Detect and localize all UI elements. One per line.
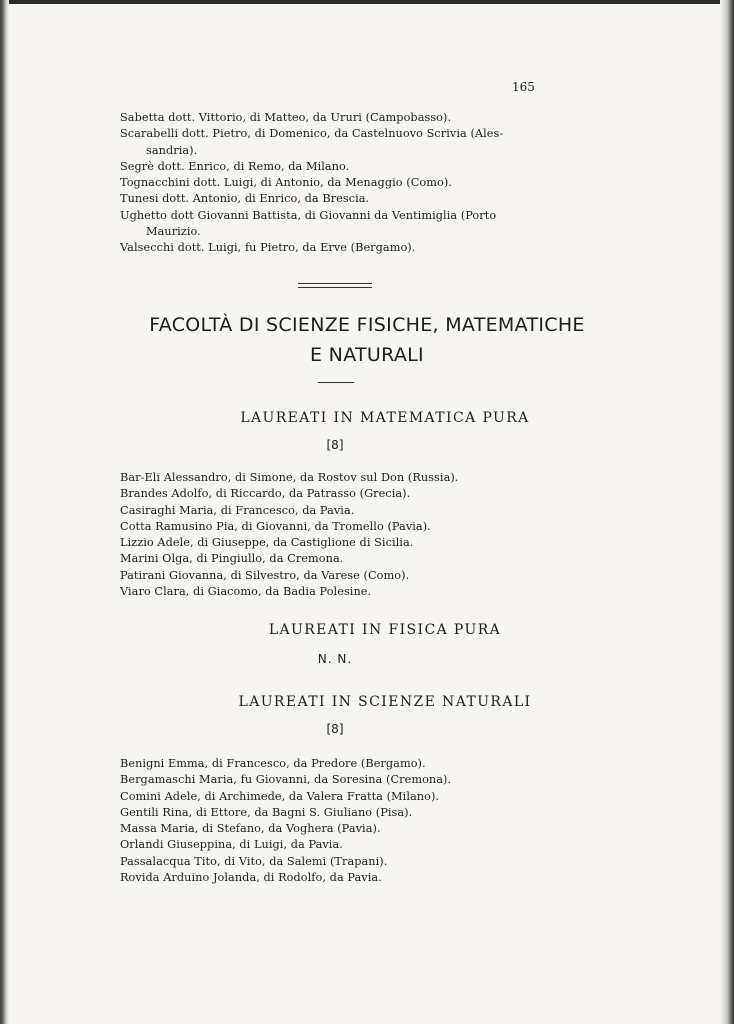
list-item: Viaro Clara, di Giacomo, da Badia Polesine. [120, 585, 372, 599]
scan-left-edge [0, 0, 9, 1024]
heading-naturali: LAUREATI IN SCIENZE NATURALI [238, 694, 532, 710]
entry-continuation: Maurizio. [146, 225, 201, 239]
count-fisica: N. N. [317, 652, 353, 666]
matematica-list [120, 470, 560, 600]
list-item: Valsecchi dott. Luigi, fu Pietro, da Erve (Bergamo). [120, 241, 416, 255]
list-item: Tunesi dott. Antonio, di Enrico, da Brescia. [120, 192, 370, 206]
faculty-title-line2: E NATURALI [310, 344, 424, 366]
page-number: 165 [512, 80, 535, 94]
faculty-title-line1: FACOLTÀ DI SCIENZE FISICHE, MATEMATICHE [149, 314, 585, 336]
list-item: Segrè dott. Enrico, di Remo, da Milano. [120, 159, 350, 173]
list-item: Benigni Emma, di Francesco, da Predore (Bergamo). [120, 757, 426, 770]
list-item: Rovida Arduino Jolanda, di Rodolfo, da Pavia. [120, 871, 382, 885]
section-divider [298, 283, 372, 288]
count-naturali: [8] [326, 722, 344, 736]
title-underline [318, 382, 354, 383]
heading-matematica: LAUREATI IN MATEMATICA PURA [240, 410, 530, 426]
list-item: Casiraghi Maria, di Francesco, da Pavia. [120, 503, 355, 517]
list-item: Cotta Ramusino Pia, di Giovanni, da Tromello (Pavia). [120, 519, 431, 533]
heading-fisica: LAUREATI IN FISICA PURA [268, 622, 502, 638]
list-item: Ughetto dott Giovanni Battista, di Giovanni da Ventimiglia (Porto Maurizio. [120, 208, 560, 241]
list-item: Tognacchini dott. Luigi, di Antonio, da Menaggio (Como). [120, 176, 452, 190]
scan-top-edge [0, 0, 734, 4]
list-item: Bar-Eli Alessandro, di Simone, da Rostov sul Don (Russia). [120, 471, 459, 484]
list-item: Marini Olga, di Pingiullo, da Cremona. [120, 552, 344, 566]
list-item: Brandes Adolfo, di Riccardo, da Patrasso (Grecia). [120, 487, 411, 501]
list-item: Lizzio Adele, di Giuseppe, da Castiglione di Sicilia. [120, 536, 414, 550]
list-item: Massa Maria, di Stefano, da Voghera (Pavia). [120, 822, 381, 836]
list-item: Passalacqua Tito, di Vito, da Salemi (Trapani). [120, 854, 388, 868]
list-item: Comini Adele, di Archimede, da Valera Fratta (Milano). [120, 789, 440, 803]
naturali-list [120, 756, 560, 886]
list-item: Gentili Rina, di Ettore, da Bagni S. Giuliano (Pisa). [120, 805, 413, 819]
list-item: Bergamaschi Maria, fu Giovanni, da Soresina (Cremona). [120, 773, 452, 787]
list-item: Sabetta dott. Vittorio, di Matteo, da Ururi (Campobasso). [120, 111, 452, 124]
list-item: Scarabelli dott. Pietro, di Domenico, da Castelnuovo Scrivia (Ales- sandria). [120, 126, 560, 159]
list-item: Orlandi Giuseppina, di Luigi, da Pavia. [120, 838, 343, 852]
list-item: Patirani Giovanna, di Silvestro, da Varese (Como). [120, 568, 410, 582]
scan-right-edge [720, 0, 734, 1024]
continued-entry-list [120, 110, 560, 257]
count-matematica: [8] [326, 438, 344, 452]
entry-continuation: sandria). [146, 143, 198, 157]
